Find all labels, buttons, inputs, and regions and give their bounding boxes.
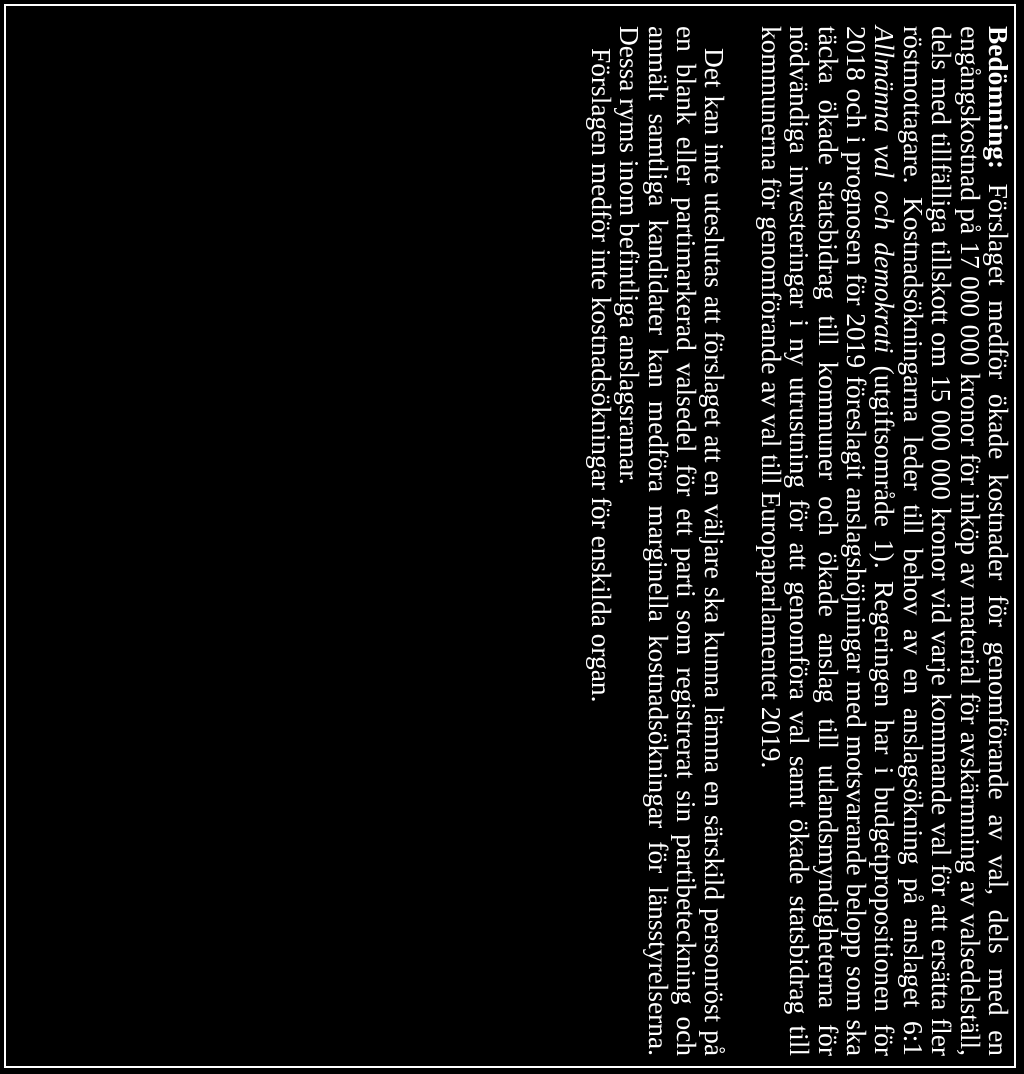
assessment-lead: Bedömning: <box>983 26 1013 170</box>
assessment-text-part1: Förslaget medför ökade kostnader för genomförande av val, dels med en engångskostnad på 17 000 000 kronor för inköp av material för avskärmning av valsedelställ, dels med tillfälliga tillskott om 15 000 000 kronor vid varje kommande val för att ersätta fler röstmottagare. Kostnadsökningarna leder till behov av en anslagsökning på anslaget 6:1 <box>897 26 1013 1056</box>
rotated-text-block <box>22 26 1012 1056</box>
assessment-text-part2: (utgiftsområde 1). Regeringen har i budgetpropositionen för 2018 och i prognosen för 2019 föreslagit anslagshöjningar med motsvarande belopp som ska täcka ökade statsbidrag till kommuner och ökade anslag till utlandsmyndigheterna för nödvändiga investeringar i ny utrustning för att genomföra val samt ökade statsbidrag till kommunerna för genomförande av val till Europaparlamentet 2019. <box>755 26 900 1056</box>
appropriation-name: Allmänna val och demokrati <box>869 26 900 354</box>
personal-vote-paragraph: Det kan inte uteslutas att förslaget att en väljare ska kunna lämna en särskild personröst på en blank eller partimarkerad valsedel för ett parti som registrerat sin partibeteckning och anmält samtliga kandidater kan medföra marginella kostnadsökningar för länsstyrelserna. Dessa ryms inom befintliga anslagsramar. <box>614 26 730 1056</box>
assessment-paragraph <box>756 26 1012 1056</box>
private-bodies-paragraph: Förslagen medför inte kostnadsökningar för enskilda organ. <box>585 48 616 703</box>
